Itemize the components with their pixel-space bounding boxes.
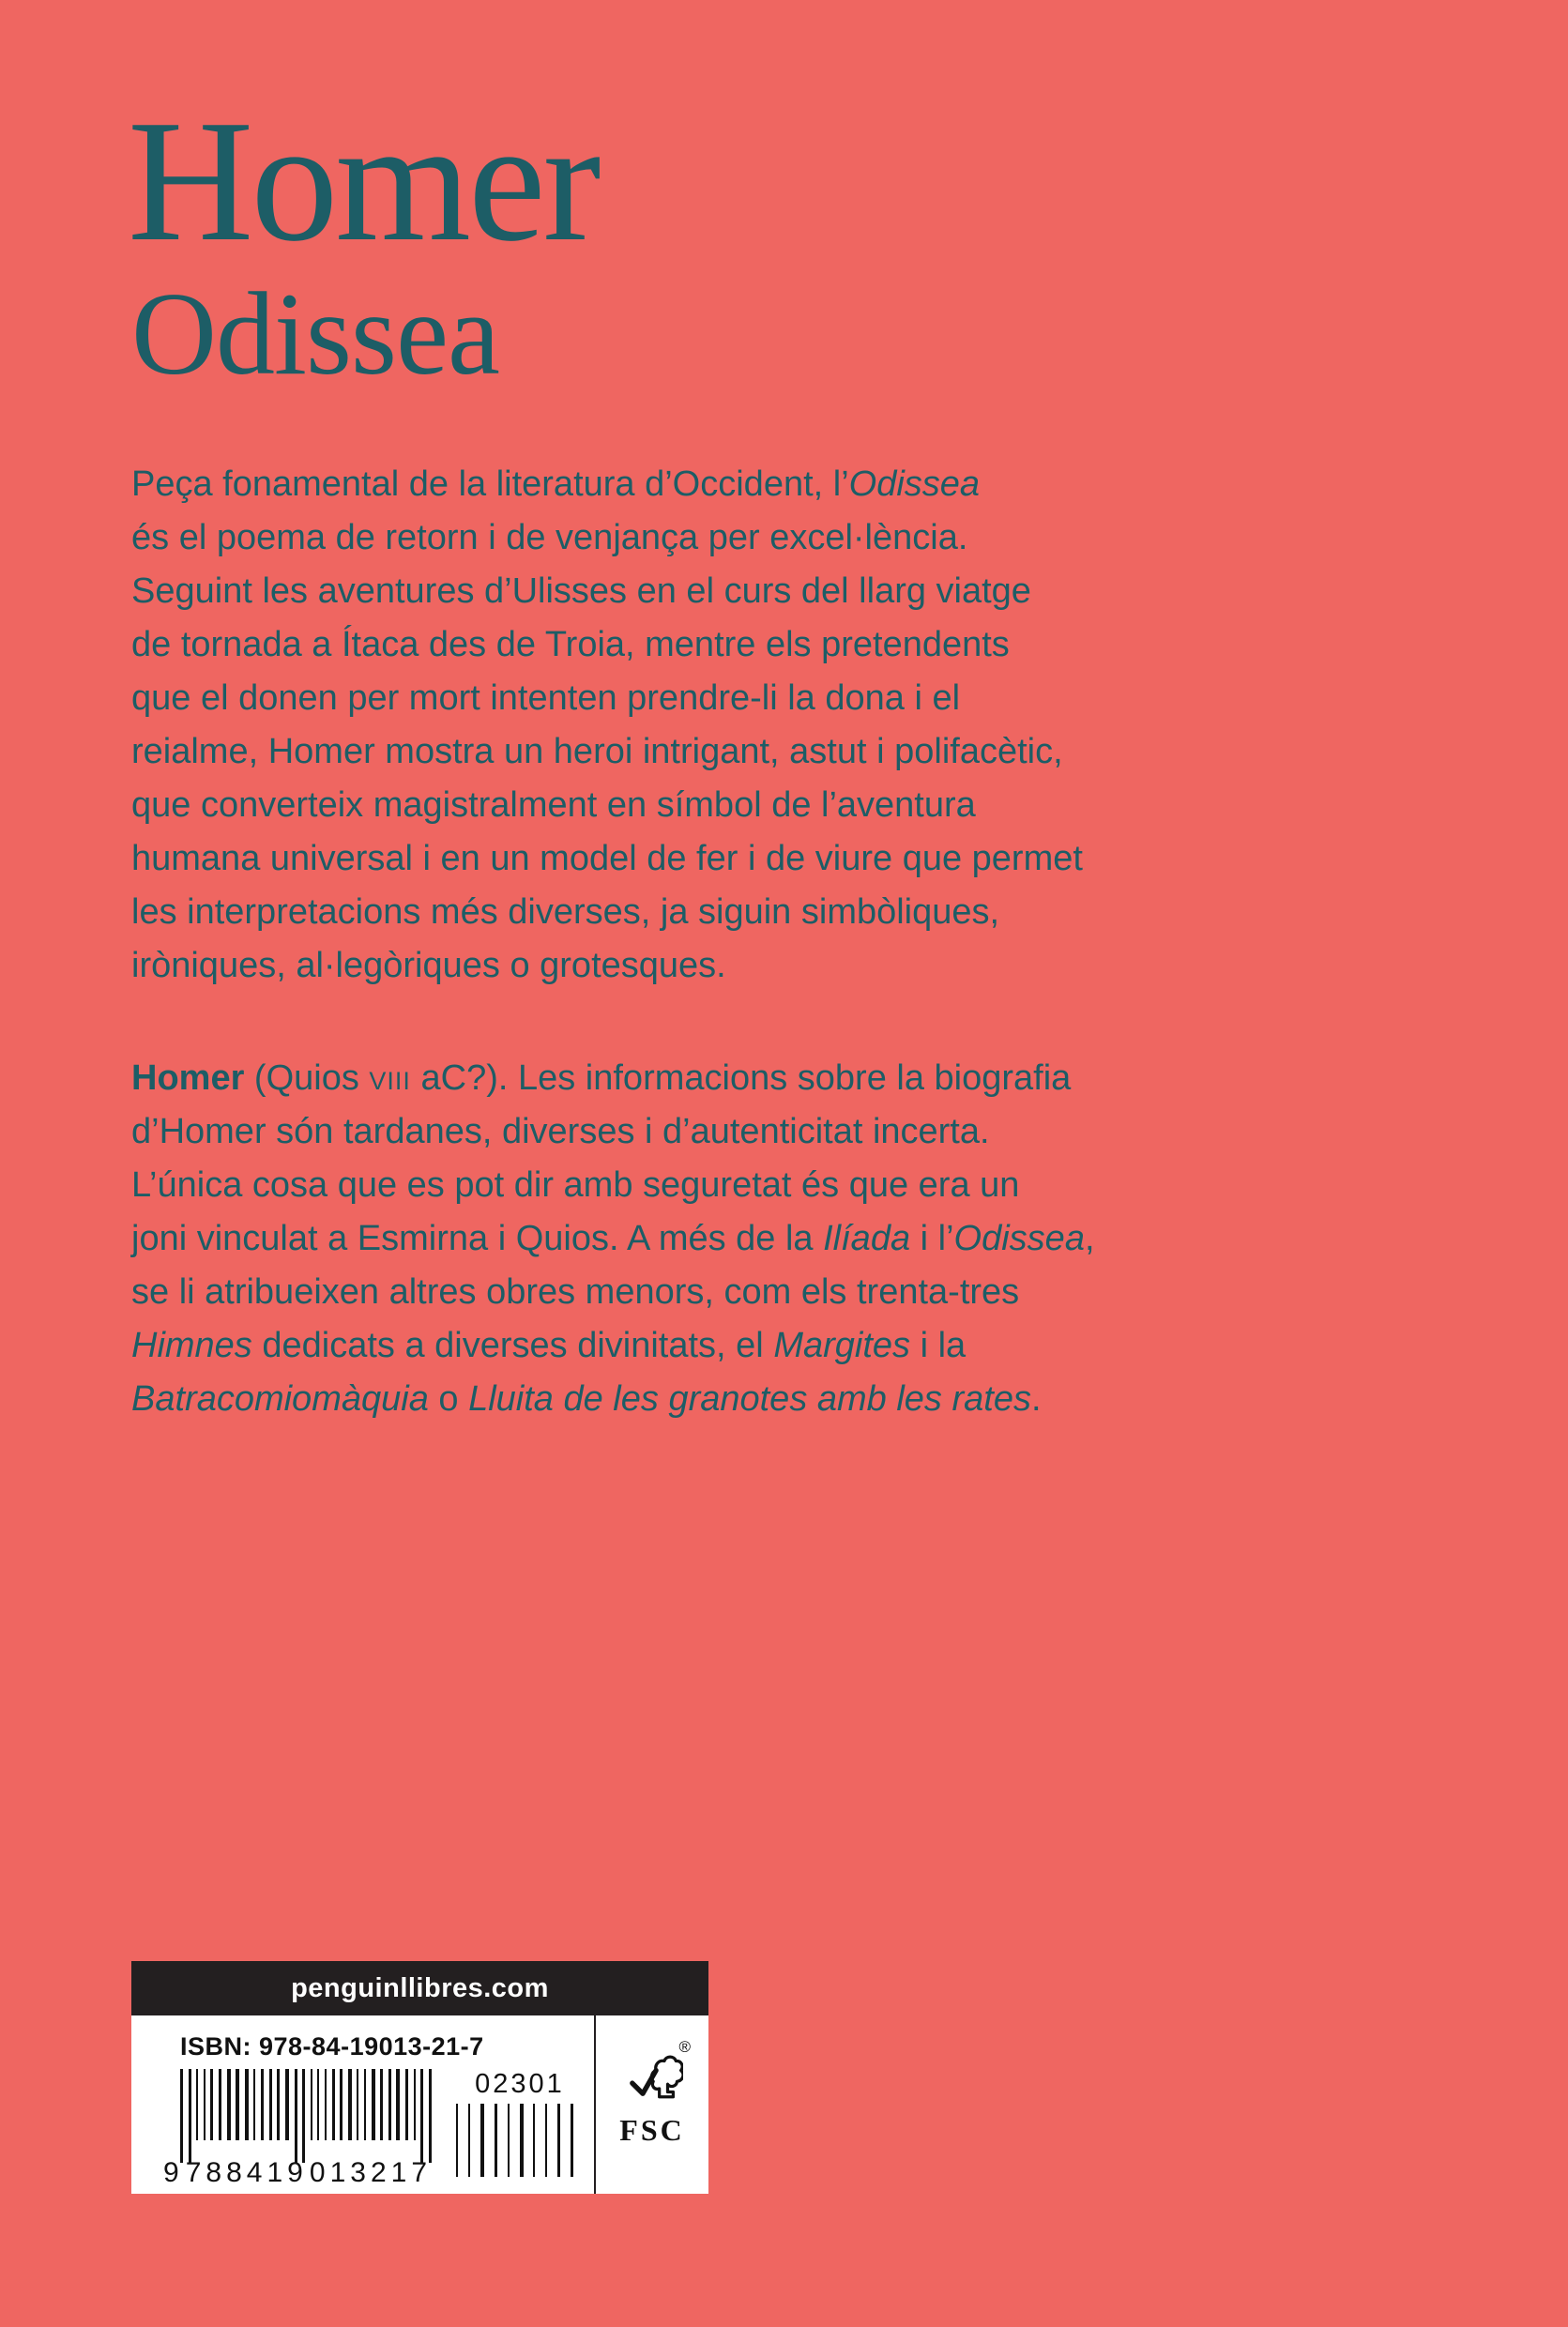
text-line: Himnes dedicats a diverses divinitats, el Margites i la — [131, 1326, 967, 1365]
text-line: que el donen per mort intenten prendre-li la dona i el — [131, 678, 961, 718]
text-line: L’única cosa que es pot dir amb seguretat és que era un — [131, 1165, 1020, 1205]
fsc-zone — [594, 2015, 708, 2194]
ean-bars — [180, 2069, 432, 2163]
publisher-website: penguinllibres.com — [291, 1972, 549, 2003]
registered-trademark-icon: ® — [678, 2038, 691, 2056]
text-line: Peça fonamental de la literatura d’Occident, l’Odissea — [131, 464, 981, 504]
text-line: de tornada a Ítaca des de Troia, mentre els pretendents — [131, 625, 1010, 664]
blurb-text — [131, 458, 1095, 1485]
isbn-label: ISBN: 978-84-19013-21-7 — [180, 2032, 484, 2061]
text-line: se li atribueixen altres obres menors, com els trenta-tres — [131, 1272, 1020, 1312]
fsc-tree-check-icon — [617, 2038, 691, 2111]
text-line: és el poema de retorn i de venjança per excel·lència. — [131, 518, 968, 557]
publisher-label — [131, 1961, 708, 2194]
supplement-code: 02301 — [475, 2069, 565, 2099]
ean-digit-group: 013217 — [309, 2157, 432, 2188]
codes-row — [163, 2069, 594, 2189]
text-line: Seguint les aventures d’Ulisses en el curs del llarg viatge — [131, 571, 1031, 611]
text-line: iròniques, al·legòriques o grotesques. — [131, 946, 726, 985]
text-line: joni vinculat a Esmirna i Quios. A més de la Ilíada i l’Odissea, — [131, 1219, 1095, 1258]
barcode-panel — [131, 2015, 708, 2194]
supplement-barcode — [456, 2069, 584, 2189]
text-line: les interpretacions més diverses, ja siguin simbòliques, — [131, 892, 1000, 932]
book-title: Odissea — [131, 269, 499, 400]
supplement-bars — [456, 2104, 584, 2177]
text-line: Homer (Quios viii aC?). Les informacions sobre la biografia — [131, 1058, 1072, 1098]
text-line: d’Homer són tardanes, diverses i d’autenticitat incerta. — [131, 1112, 990, 1151]
ean-digit-group: 788419 — [185, 2157, 308, 2188]
fsc-label: FSC — [619, 2113, 685, 2147]
body-paragraph — [131, 458, 1095, 993]
publisher-website-bar — [131, 1961, 708, 2015]
ean-digit-group: 9 — [163, 2157, 184, 2188]
isbn-zone — [131, 2015, 594, 2194]
text-line: Batracomiomàquia o Lluita de les granotes amb les rates. — [131, 1379, 1042, 1419]
text-line: humana universal i en un model de fer i de viure que permet — [131, 839, 1083, 878]
book-author-title: Homer — [128, 84, 599, 278]
ean-digits — [163, 2157, 432, 2189]
text-line: que converteix magistralment en símbol de l’aventura — [131, 785, 976, 825]
ean-barcode — [163, 2069, 432, 2189]
text-line: reialme, Homer mostra un heroi intrigant, astut i polifacètic, — [131, 732, 1063, 771]
body-paragraph — [131, 1052, 1095, 1426]
